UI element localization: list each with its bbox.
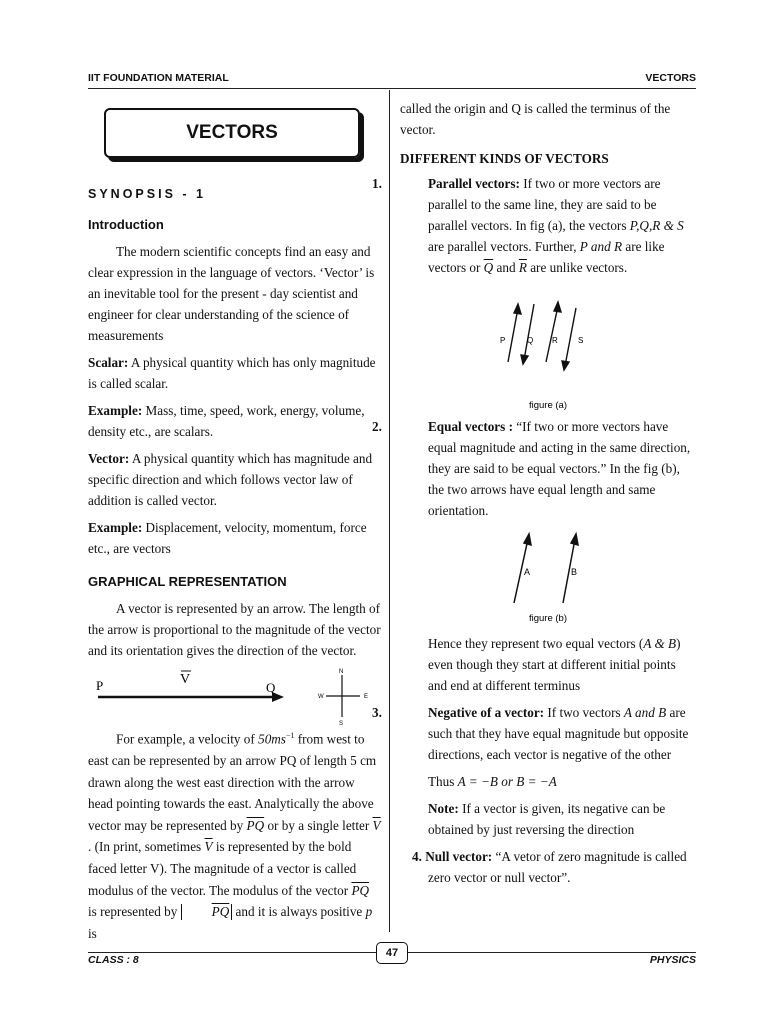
- scalar-example: Example: Mass, time, speed, work, energy, volume, density etc., are scalars.: [88, 403, 365, 439]
- title-box: VECTORS: [104, 108, 360, 158]
- parallel-vectors-item: 1. Parallel vectors: If two or more vectors are parallel to the same line, they are said to be parallel vectors. In fig (a), the vectors P,Q,R & S are parallel vectors. Further, P and R are like vectors or $\overline{Q}$ and $\overline{R}$ are unlike vectors.: [372, 176, 684, 275]
- thus-equation: Thus A = −B or B = −A: [428, 774, 557, 789]
- null-vector-item: 4. Null vector: “A vetor of zero magnitude is called zero vector or null vector”.: [412, 849, 687, 885]
- synopsis-heading: SYNOPSIS - 1: [88, 187, 206, 201]
- right-column: [372, 98, 694, 888]
- page-number: 47: [376, 942, 408, 964]
- svg-text:P: P: [500, 336, 506, 345]
- svg-text:Q: Q: [527, 336, 534, 345]
- svg-text:Q: Q: [266, 680, 276, 695]
- graphical-heading: GRAPHICAL REPRESENTATION: [88, 574, 287, 589]
- svg-text:R: R: [552, 336, 558, 345]
- svg-text:P: P: [96, 678, 104, 693]
- svg-text:S: S: [339, 721, 344, 727]
- header-left: IIT FOUNDATION MATERIAL: [88, 72, 229, 84]
- left-column: [88, 92, 382, 944]
- scalar-definition: Scalar: A physical quantity which has only magnitude is called scalar.: [88, 355, 376, 391]
- svg-text:N: N: [339, 669, 344, 675]
- header-right: VECTORS: [645, 72, 696, 84]
- svg-text:W: W: [318, 694, 324, 700]
- continued-text: called the origin and Q is called the terminus of the vector.: [400, 101, 671, 137]
- svg-text:E: E: [364, 694, 369, 700]
- graphical-paragraph: A vector is represented by an arrow. The length of the arrow is proportional to the magnitude of the vector and its orientation gives the direction of the vector.: [88, 601, 381, 658]
- footer-left: CLASS : 8: [88, 954, 139, 966]
- example-paragraph: For example, a velocity of $50ms^{-1}$ from west to east can be represented by an arrow PQ of length 5 cm drawn along the west east direction with the arrow head pointing towards the east. Analytically the above vector may be represented by $\overline{PQ}$ or by a single letter $\overline{V}$ . (In print, sometimes $\overline{V}$ is represented by the bold faced letter V). The magnitude of a vector is called modulus of the vector. The modulus of the vector $\overline{PQ}$ is represented by $\overline{PQ}$ and it is always positive p is: [88, 731, 381, 941]
- intro-heading: Introduction: [88, 217, 164, 232]
- svg-text:A: A: [524, 567, 531, 577]
- svg-text:figure (b): figure (b): [528, 613, 568, 624]
- footer-right: PHYSICS: [649, 954, 696, 966]
- figure-a: [400, 288, 694, 416]
- svg-text:S: S: [578, 336, 584, 345]
- svg-text:V: V: [180, 672, 191, 687]
- intro-paragraph: The modern scientific concepts find an easy and clear expression in the language of vectors. ‘Vector’ is an inevitable tool for the present - day scientist and engineer for clear understanding of the science of measurements: [88, 244, 375, 343]
- svg-text:B: B: [571, 567, 578, 577]
- svg-text:figure (a): figure (a): [528, 400, 568, 411]
- page-header: [88, 72, 696, 88]
- vector-definition: Vector: A physical quantity which has magnitude and specific direction and which follows vector law of addition is called vector.: [88, 451, 373, 508]
- vector-example: Example: Displacement, velocity, momentum, force etc., are vectors: [88, 520, 367, 556]
- hence-paragraph: Hence they represent two equal vectors (A & B) even though they start at different initial points and end at different terminus: [428, 636, 681, 693]
- equal-vectors-item: 2. Equal vectors : “If two or more vectors have equal magnitude and acting in the same direction, they are said to be equal vectors.” In the fig (b), the two arrows have equal length and same orientation.: [372, 419, 691, 518]
- negative-vector-item: 3. Negative of a vector: If two vectors A and B are such that they have equal magnitude but opposite directions, each vector is negative of the other: [372, 705, 689, 762]
- header-rule: [88, 88, 696, 89]
- column-divider: [389, 90, 390, 932]
- note-paragraph: Note: If a vector is given, its negative can be obtained by just reversing the direction: [428, 801, 666, 837]
- pq-vector-figure: [88, 661, 382, 727]
- figure-b: [400, 521, 694, 625]
- kinds-heading: DIFFERENT KINDS OF VECTORS: [400, 151, 609, 166]
